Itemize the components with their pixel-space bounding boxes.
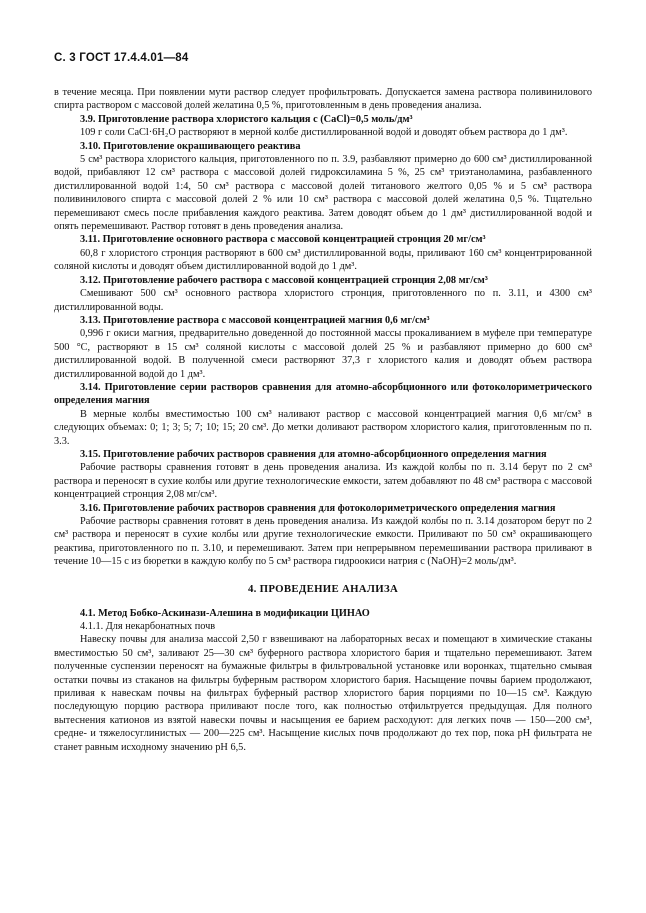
section-3-10-text: 5 см³ раствора хлористого кальция, приготовленного по п. 3.9, разбавляют примерно до 600 см³ дистиллированной водой, прибавляют 12 см³ раствора с массовой долей гидроксиламина 5 %, 25 см³ триэтаноламина, разбавленного дистиллированной водой 1:4, 50 см³ раствора с массовой долей титанового желтого 0,05 % и 5 см³ раствора поливинилового спирта с массовой долей 2 % или 10 см³ раствора с массовой долей желатина 0,5 %. Тщательно перемешивают смесь после прибавления каждого реактива. Затем доводят объем до 1 дм³ дистиллированной водой и опять перемешивают. Раствор готовят в день проведения анализа. <box>54 154 592 233</box>
section-3-15-heading: 3.15. Приготовление рабочих растворов сравнения для атомно-абсорбционного определения магния <box>80 448 547 460</box>
section-4-1-1-text: Навеску почвы для анализа массой 2,50 г взвешивают на лабораторных весах и помещают в химические стаканы вместимостью 50 см³, заливают 25—30 см³ буферного раствора хлористого бария и тщательно перемешивают. Затем полученные суспензии переносят на бумажные фильтры в фильтровальной установке или воронках, тщательно смывая остатки почвы из стаканов на фильтры буферным раствором хлористого бария. Насыщение почвы барием продолжают, приливая к навескам почвы на фильтрах буферный раствор хлористого бария порциями по 10—15 см³. Каждую последующую порцию раствора приливают после того, как полностью отфильтруется предыдущая. Для полного вытеснения катионов из взятой навески почвы и насыщения ее барием расходуют: для легких почв — 150—200 см³, средне- и тяжелосуглинистых — 200—225 см³. Насыщение кислых почв продолжают до тех пор, пока pH фильтрата не станет равным исходному значению pH 6,5. <box>54 634 592 753</box>
section-3-14-text: В мерные колбы вместимостью 100 см³ наливают раствор с массовой концентрацией магния 0,6 мг/см³ в следующих объемах: 0; 1; 3; 5; 7; 10; 15; 20 см³. До метки доливают раствором хлористого калия, приготовленным по п. 3.3. <box>54 408 592 447</box>
section-4-title: 4. ПРОВЕДЕНИЕ АНАЛИЗА <box>247 582 399 595</box>
section-3-15-text: Рабочие растворы сравнения готовят в день проведения анализа. Из каждой колбы по п. 3.14 берут по 2 см³ раствора и переносят в сухие колбы или другие технологические емкости, затем добавляют по 48 см³ раствора с массовой концентрацией стронция 2,08 мг/см³. <box>54 462 592 501</box>
section-3-11-text: 60,8 г хлористого стронция растворяют в 600 см³ дистиллированной воды, приливают 160 см³ концентрированной соляной кислоты и доводят объем дистиллированной водой до 1 дм³. <box>54 247 592 273</box>
section-3-16-heading: 3.16. Приготовление рабочих растворов сравнения для фотоколориметрического определения магния <box>80 502 556 514</box>
document-page <box>54 52 592 754</box>
section-4-1-heading: 4.1. Метод Бобко-Аскинази-Алешина в модификации ЦИНАО <box>80 607 370 619</box>
section-3-13-heading: 3.13. Приготовление раствора с массовой концентрацией магния 0,6 мг/см³ <box>80 314 430 326</box>
section-3-16-text: Рабочие растворы сравнения готовят в день проведения анализа. Из каждой колбы по п. 3.14 дозатором берут по 2 см³ раствора и переносят в сухие колбы или другие технологические емкости. Приливают по 50 см³ окрашивающего реактива, приготовленного по п. 3.10, и перемешивают. Затем при непрерывном перемешивании раствора приливают в течение 10—15 с из бюретки в каждую колбу по 5 см³ раствора гидроокиси натрия c (NaOH)=2 моль/дм³. <box>54 516 592 568</box>
page-header: С. 3 ГОСТ 17.4.4.01—84 <box>54 52 189 64</box>
section-4-1-1-heading: 4.1.1. Для некарбонатных почв <box>80 621 216 633</box>
section-3-9-heading: 3.9. Приготовление раствора хлористого кальция c (CaCl)=0,5 моль/дм³ <box>80 113 413 125</box>
section-3-11-heading: 3.11. Приготовление основного раствора с массовой концентрацией стронция 20 мг/см³ <box>80 234 486 246</box>
section-3-12-heading: 3.12. Приготовление рабочего раствора с массовой концентрацией стронция 2,08 мг/см³ <box>80 274 488 286</box>
section-3-10-heading: 3.10. Приготовление окрашивающего реактива <box>80 140 301 152</box>
section-3-9-text: 109 г соли CaCl·6H₂O растворяют в мерной колбе дистиллированной водой и доводят объем раствора до 1 дм³. <box>80 127 568 139</box>
paragraph-continued: в течение месяца. При появлении мути раствор следует профильтровать. Допускается замена раствора поливинилового спирта раствором с массовой долей желатина 0,5 %, приготовленным в день проведения анализа. <box>54 87 592 112</box>
section-3-14-heading: 3.14. Приготовление серии растворов сравнения для атомно-абсорбционного или фотоколориметрического определения магния <box>54 381 592 407</box>
section-3-13-text: 0,996 г окиси магния, предварительно доведенной до постоянной массы прокаливанием в муфеле при температуре 500 °С, растворяют в 15 см³ соляной кислоты с массовой долей 25 % и разбавляют примерно до 600 см³ дистиллированной водой. В полученной смеси растворяют 37,3 г хлористого калия и доводят объем раствора дистиллированной водой до 1 дм³. <box>54 328 592 380</box>
section-3-12-text: Смешивают 500 см³ основного раствора хлористого стронция, приготовленного по п. 3.11, и 4300 см³ дистиллированной воды. <box>54 288 592 313</box>
